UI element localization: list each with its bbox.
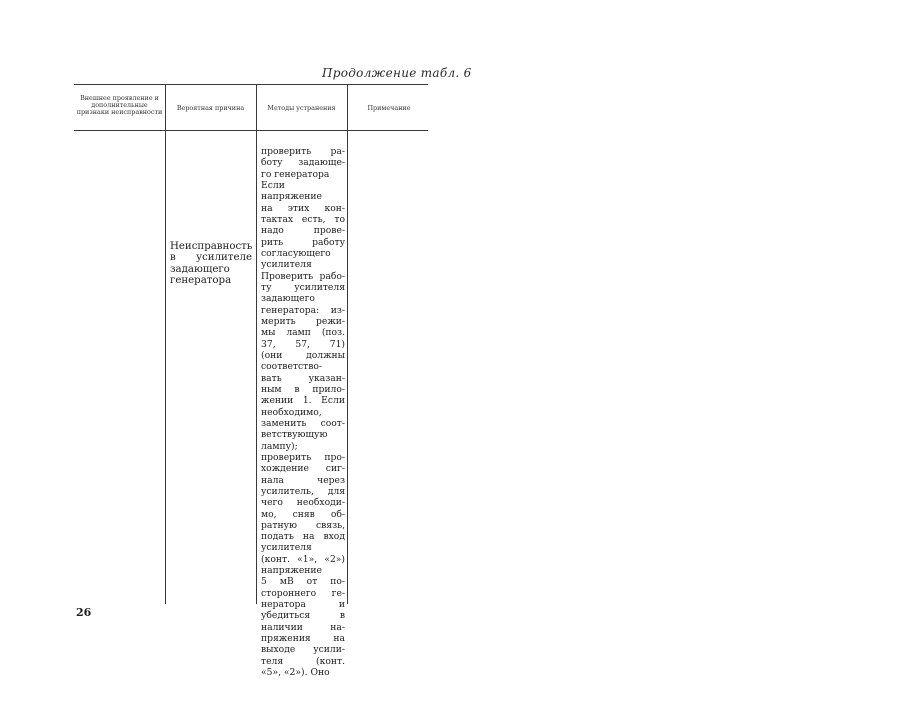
method-line: хождение сиг- <box>261 463 345 475</box>
column-divider-1 <box>165 84 166 604</box>
page-number: 26 <box>76 606 92 619</box>
method-line: мы ламп (поз. <box>261 327 345 339</box>
method-line: 5 мВ от по- <box>261 576 345 588</box>
method-line: мо, сняв об- <box>261 508 345 520</box>
method-line: «5», «2»). Оно <box>261 667 330 679</box>
method-line: соответство- <box>261 361 323 373</box>
method-line: усилителя <box>261 542 312 554</box>
table-top-rule <box>74 84 428 85</box>
header-symptoms: Внешнее проявление и дополнительные признаки неисправности <box>76 94 163 116</box>
method-line: Проверить рабо- <box>261 270 345 282</box>
method-line: Если напряжение <box>261 179 322 203</box>
method-line: чего необходи- <box>261 497 345 509</box>
method-line: жении 1. Если <box>261 395 345 407</box>
method-line: ным в прило- <box>261 383 345 395</box>
method-line: лампу); <box>261 440 298 452</box>
header-cause: Вероятная причина <box>176 104 245 112</box>
table-header-rule <box>74 130 428 131</box>
method-line: подать на вход <box>261 531 345 543</box>
method-line: заменить соот- <box>261 417 345 429</box>
method-line: согласующего <box>261 247 331 259</box>
header-note: Примечание <box>367 104 411 112</box>
method-line: тактах есть, то <box>261 213 345 225</box>
continuation-caption: Продолжение табл. 6 <box>322 66 472 80</box>
method-line: го генератора <box>261 168 330 180</box>
method-line: 37, 57, 71) <box>261 338 345 350</box>
method-line: (конт. «1», «2») <box>261 553 345 565</box>
method-line: боту задающе- <box>261 157 345 169</box>
method-line: проверить ра- <box>261 146 345 157</box>
method-line: стороннего ге- <box>261 587 345 599</box>
header-methods: Методы устранения <box>267 104 336 112</box>
method-line: необходимо, <box>261 406 322 418</box>
method-line: наличии на- <box>261 621 345 633</box>
method-line: усилитель, для <box>261 485 345 497</box>
method-line: ту усилителя <box>261 281 345 293</box>
column-divider-2 <box>256 84 257 604</box>
method-line: выходе усили- <box>261 644 345 656</box>
method-line: генератора: из- <box>261 304 345 316</box>
method-line: вать указан- <box>261 372 345 384</box>
method-line: нератора и <box>261 599 345 611</box>
method-line: (они должны <box>261 349 345 361</box>
column-divider-3 <box>347 84 348 604</box>
method-line: напряжение <box>261 565 322 577</box>
method-line: нала через <box>261 474 345 486</box>
method-line: задающего <box>261 293 315 305</box>
method-line: на этих кон- <box>261 202 345 214</box>
method-line: убедиться в <box>261 610 345 622</box>
method-line: надо прове- <box>261 225 345 237</box>
method-line: пряжения на <box>261 633 345 645</box>
method-line: ратную связь, <box>261 519 345 531</box>
methods-cell <box>261 146 345 678</box>
method-line: ветствующую <box>261 429 328 441</box>
method-line: усилителя <box>261 259 312 271</box>
method-line: теля (конт. <box>261 655 345 667</box>
method-line: проверить про- <box>261 451 345 463</box>
cause-cell: Неисправность в усилителе задающего генератора <box>170 241 253 286</box>
method-line: мерить режи- <box>261 315 345 327</box>
method-line: рить работу <box>261 236 345 248</box>
